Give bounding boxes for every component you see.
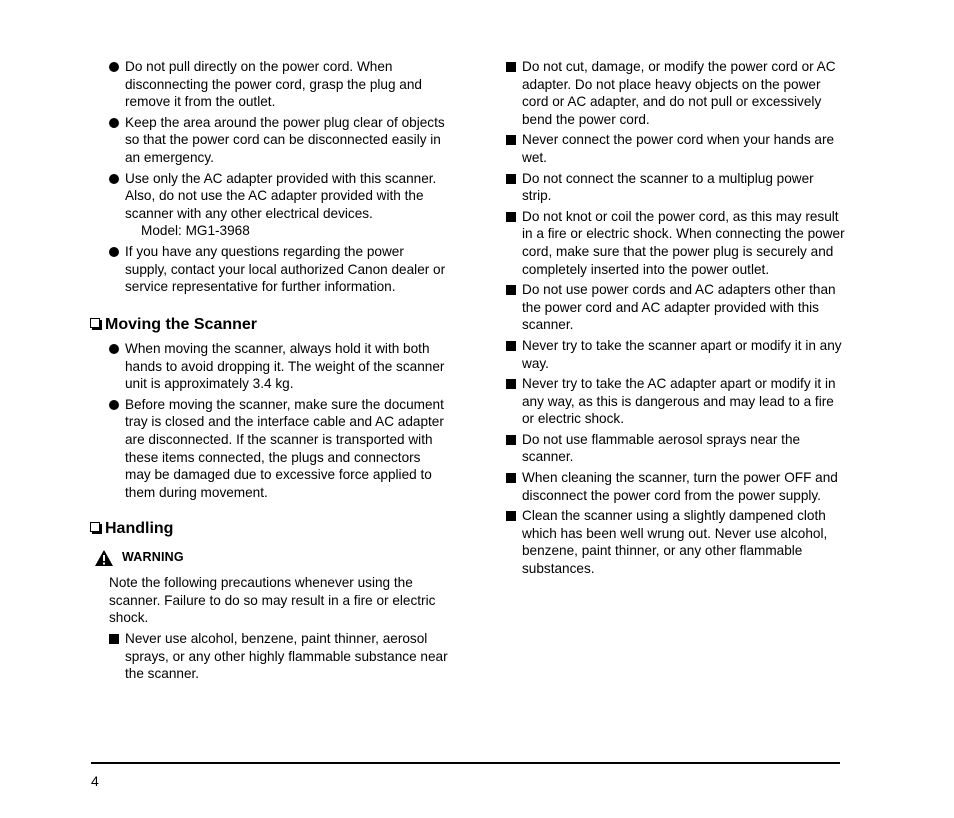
square-bullet-icon: [506, 435, 516, 445]
list-item: [506, 58, 846, 128]
list-item-text: Do not connect the scanner to a multiplug power strip.: [522, 170, 814, 204]
round-bullet-icon: [109, 62, 119, 72]
list-item: [109, 170, 449, 240]
list-item-text: Never try to take the scanner apart or modify it in any way.: [522, 337, 842, 371]
warning-label: WARNING: [122, 550, 184, 565]
section-title: Handling: [105, 520, 174, 537]
list-item: [506, 375, 846, 428]
warning-text: Note the following precautions whenever using the scanner. Failure to do so may result in a fire or electric shock.: [109, 575, 436, 626]
square-bullet-icon: [506, 285, 516, 295]
list-item: [506, 281, 846, 334]
list-item: [506, 170, 846, 205]
list-item-text: When moving the scanner, always hold it with both hands to avoid dropping it. The weight of the scanner unit is approximately 3.4 kg.: [125, 341, 445, 392]
round-bullet-icon: [109, 247, 119, 257]
list-item-text: Do not knot or coil the power cord, as this may result in a fire or electric shock. When connecting the power cord, make sure that the power plug is securely and completely inserted into the power outlet.: [522, 208, 845, 277]
list-item-text: When cleaning the scanner, turn the power OFF and disconnect the power cord from the power supply.: [522, 470, 838, 503]
round-bullet-icon: [109, 174, 119, 184]
list-item-text: Never try to take the AC adapter apart or modify it in any way, as this is dangerous and may lead to a fire or electric shock.: [522, 376, 836, 427]
list-item-text: Before moving the scanner, make sure the document tray is closed and the interface cable and AC adapter are disconnected. If the scanner is transported with these items connected, the plugs and connectors may be damaged due to excessive force applied to them during movement.: [125, 396, 444, 500]
list-item: [109, 340, 449, 393]
list-item-text: Never connect the power cord when your hands are wet.: [522, 132, 835, 165]
section-title: Moving the Scanner: [105, 316, 258, 333]
page-number: 4: [91, 773, 99, 789]
square-bullet-icon: [506, 212, 516, 222]
square-bullet-icon: [506, 135, 516, 145]
handling-precautions-list: [109, 630, 449, 686]
list-item: [506, 208, 846, 278]
left-column: [109, 58, 449, 299]
list-item: [506, 507, 846, 577]
list-item-text: Use only the AC adapter provided with this scanner. Also, do not use the AC adapter provided with the scanner with any other electrical devices.: [125, 170, 437, 221]
round-bullet-icon: [109, 118, 119, 128]
square-bullet-icon: [506, 379, 516, 389]
list-item-text: If you have any questions regarding the power supply, contact your local authorized Canon dealer or service representative for further information.: [125, 243, 446, 295]
list-item: [109, 114, 449, 167]
list-item-text: Keep the area around the power plug clear of objects so that the power cord can be disconnected easily in an emergency.: [125, 114, 445, 165]
list-item-text: Do not use power cords and AC adapters other than the power cord and AC adapter provided with this scanner.: [522, 282, 836, 333]
model-note: Model: MG1-3968: [141, 223, 250, 239]
list-item: [109, 396, 449, 502]
right-precautions-list: [506, 58, 846, 578]
list-item-text: Do not use flammable aerosol sprays near the scanner.: [522, 431, 801, 465]
section-heading-handling: [90, 519, 173, 539]
square-bullet-icon: [506, 62, 516, 72]
list-item-text: Do not cut, damage, or modify the power cord or AC adapter. Do not place heavy objects on the power cord or AC adapter, and do not pull or excessively bend the power cord.: [522, 59, 836, 127]
square-bullet-icon: [506, 511, 516, 521]
round-bullet-icon: [109, 344, 119, 354]
section-heading-moving: [90, 315, 257, 335]
section-box-icon: [90, 318, 100, 328]
list-item-text: Do not pull directly on the power cord. When disconnecting the power cord, grasp the plug and remove it from the outlet.: [125, 59, 422, 110]
list-item: [109, 243, 449, 296]
list-item: [506, 431, 846, 466]
footer-divider: [91, 762, 840, 764]
section-box-icon: [90, 522, 100, 532]
list-item-text: Clean the scanner using a slightly dampened cloth which has been well wrung out. Never use alcohol, benzene, paint thinner, or any other flammable substances.: [522, 508, 828, 577]
list-item-text: Never use alcohol, benzene, paint thinner, aerosol sprays, or any other highly flammable substance near the scanner.: [125, 631, 448, 682]
list-item: [506, 337, 846, 372]
warning-triangle-icon: [94, 549, 114, 567]
power-precautions-list: [109, 58, 449, 296]
list-item: [506, 131, 846, 166]
warning-header: [94, 549, 184, 567]
list-item: [109, 58, 449, 111]
moving-precautions-list: [109, 340, 449, 504]
list-item: [506, 469, 846, 504]
list-item: [109, 630, 449, 683]
square-bullet-icon: [506, 174, 516, 184]
square-bullet-icon: [506, 473, 516, 483]
square-bullet-icon: [109, 634, 119, 644]
right-column: [506, 58, 846, 581]
round-bullet-icon: [109, 400, 119, 410]
square-bullet-icon: [506, 341, 516, 351]
